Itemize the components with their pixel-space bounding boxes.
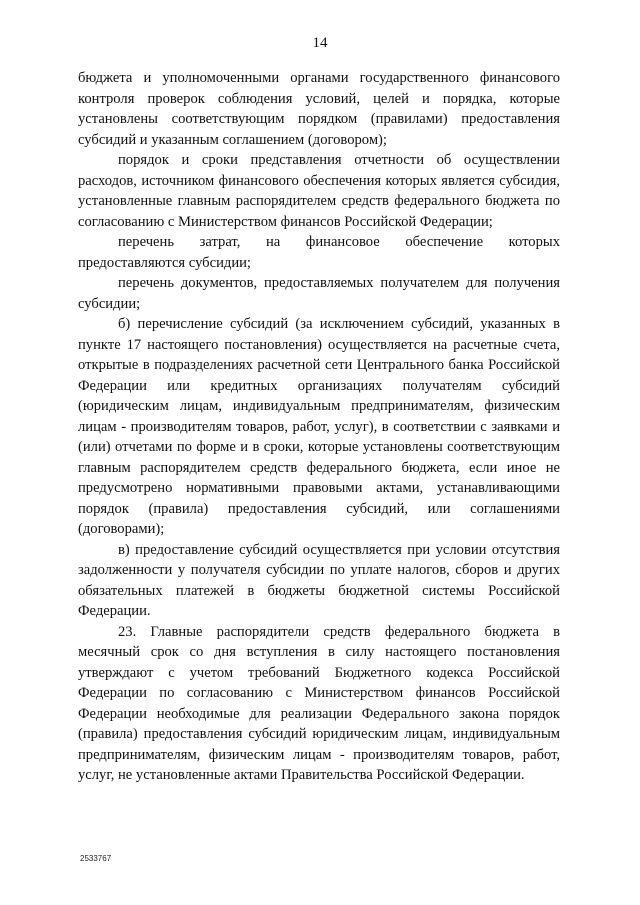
paragraph-3: перечень затрат, на финансовое обеспечение которых предоставляются субсидии;	[78, 234, 560, 271]
page-number: 14	[312, 35, 328, 51]
paragraph-6: в) предоставление субсидий осуществляется при условии отсутствия задолженности у получателя субсидии по уплате налогов, сборов и других обязательных платежей в бюджеты бюджетной системы Российской Федерации.	[78, 541, 560, 619]
paragraph-1: бюджета и уполномоченными органами государственного финансового контроля проверок соблюдения условий, целей и порядка, которые установлены соответствующим порядком (правилами) предоставления субсидий и указанным соглашением (договором);	[78, 70, 560, 148]
paragraph-5: б) перечисление субсидий (за исключением субсидий, указанных в пункте 17 настоящего постановления) осуществляется на расчетные счета, открытые в подразделениях расчетной сети Центрального банка Российской Федерации или кредитных организациях получателям субсидий (юридическим лицам, индивидуальным предпринимателям, физическим лицам - производителям товаров, работ, услуг), в соответствии с заявками и (или) отчетами по форме и в сроки, которые установлены соответствующим главным распорядителем средств федерального бюджета, если иное не предусмотрено нормативными правовыми актами, устанавливающими порядок (правила) предоставления субсидий, или соглашениями (договорами);	[78, 316, 560, 537]
paragraph-7: 23. Главные распорядители средств федерального бюджета в месячный срок со дня вступления в силу настоящего постановления утверждают с учетом требований Бюджетного кодекса Российской Федерации по согласованию с Министерством финансов Российской Федерации необходимые для реализации Федерального закона порядок (правила) предоставления субсидий юридическим лицам, индивидуальным предпринимателям, физическим лицам - производителям товаров, работ, услуг, не установленные актами Правительства Российской Федерации.	[78, 623, 560, 783]
paragraph-2: порядок и сроки представления отчетности об осуществлении расходов, источником финансового обеспечения которых является субсидия, установленные главным распорядителем средств федерального бюджета по согласованию с Министерством финансов Российской Федерации;	[78, 152, 560, 230]
document-code: 2533767	[80, 854, 112, 863]
paragraph-4: перечень документов, предоставляемых получателем для получения субсидии;	[78, 275, 560, 312]
document-body	[78, 68, 560, 786]
